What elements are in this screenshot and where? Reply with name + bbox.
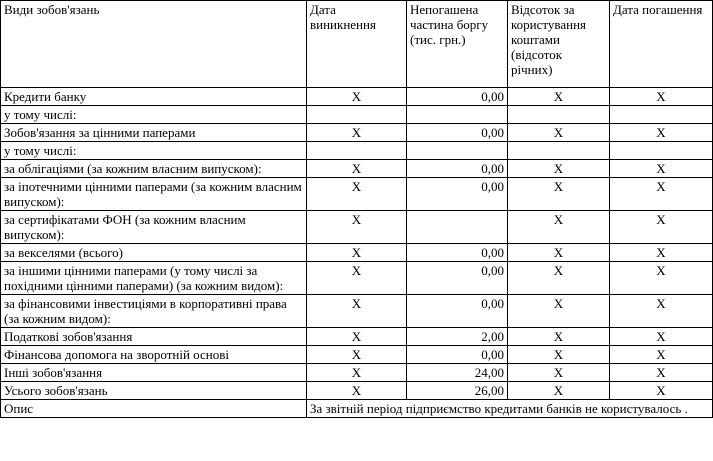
row-interest: X [508,262,610,295]
row-label: Інші зобов'язання [1,364,307,382]
table-row [1,106,713,124]
row-amount: 0,00 [407,124,508,142]
row-interest [508,106,610,124]
row-label: за сертифікатами ФОН (за кожним власним випуском): [1,211,307,244]
row-label: за векселями (всього) [1,244,307,262]
row-repay: X [610,364,713,382]
row-label: Зобов'язання за цінними паперами [1,124,307,142]
table-row [1,328,713,346]
row-repay: X [610,346,713,364]
row-repay: X [610,382,713,400]
row-repay: X [610,328,713,346]
header-interest: Відсоток за користування коштами (відсоток річних) [508,1,610,88]
row-interest: X [508,178,610,211]
row-interest: X [508,124,610,142]
row-label: за фінансовими інвестиціями в корпоративні права (за кожним видом): [1,295,307,328]
table-row [1,364,713,382]
row-amount: 0,00 [407,178,508,211]
row-repay [610,142,713,160]
row-label: Податкові зобов'язання [1,328,307,346]
row-label: у тому числі: [1,106,307,124]
table-row [1,346,713,364]
row-repay [610,106,713,124]
table-row [1,244,713,262]
row-amount: 24,00 [407,364,508,382]
row-date: X [307,88,407,106]
row-date: X [307,346,407,364]
row-amount: 2,00 [407,328,508,346]
row-interest: X [508,382,610,400]
row-amount [407,142,508,160]
row-interest [508,142,610,160]
row-interest: X [508,295,610,328]
description-row [1,400,713,418]
table-row [1,211,713,244]
row-interest: X [508,364,610,382]
description-text: За звітній період підприємство кредитами банків не користувалось . [307,400,713,418]
row-date: X [307,160,407,178]
row-repay: X [610,244,713,262]
row-amount: 0,00 [407,262,508,295]
row-date: X [307,262,407,295]
row-interest: X [508,211,610,244]
row-amount: 26,00 [407,382,508,400]
row-date: X [307,124,407,142]
table-row [1,295,713,328]
header-row [1,1,713,88]
row-date: X [307,211,407,244]
row-label: у тому числі: [1,142,307,160]
row-repay: X [610,124,713,142]
row-amount: 0,00 [407,244,508,262]
row-amount: 0,00 [407,160,508,178]
row-date [307,142,407,160]
row-amount: 0,00 [407,295,508,328]
row-interest: X [508,244,610,262]
row-date: X [307,364,407,382]
row-date: X [307,295,407,328]
row-repay: X [610,160,713,178]
row-repay: X [610,295,713,328]
table-row [1,142,713,160]
description-label: Опис [1,400,307,418]
header-date-origin: Дата виникнення [307,1,407,88]
row-label: за іпотечними цінними паперами (за кожним власним випуском): [1,178,307,211]
row-label: Кредити банку [1,88,307,106]
row-date [307,106,407,124]
row-interest: X [508,328,610,346]
row-interest: X [508,88,610,106]
table-row [1,262,713,295]
row-date: X [307,178,407,211]
table-row [1,88,713,106]
row-label: Фінансова допомога на зворотній основі [1,346,307,364]
row-repay: X [610,178,713,211]
table-row [1,382,713,400]
row-amount [407,106,508,124]
table-row [1,160,713,178]
row-repay: X [610,262,713,295]
header-unpaid: Непогашена частина боргу (тис. грн.) [407,1,508,88]
header-type: Види зобов'язань [1,1,307,88]
row-amount [407,211,508,244]
row-repay: X [610,88,713,106]
obligations-body [1,1,713,418]
row-label: Усього зобов'язань [1,382,307,400]
row-date: X [307,244,407,262]
row-interest: X [508,160,610,178]
row-label: за іншими цінними паперами (у тому числі за похідними цінними паперами) (за кожним видом): [1,262,307,295]
row-amount: 0,00 [407,346,508,364]
row-repay: X [610,211,713,244]
row-date: X [307,382,407,400]
table-row [1,124,713,142]
row-label: за облігаціями (за кожним власним випуском): [1,160,307,178]
header-date-repay: Дата погашення [610,1,713,88]
table-row [1,178,713,211]
row-interest: X [508,346,610,364]
row-amount: 0,00 [407,88,508,106]
row-date: X [307,328,407,346]
